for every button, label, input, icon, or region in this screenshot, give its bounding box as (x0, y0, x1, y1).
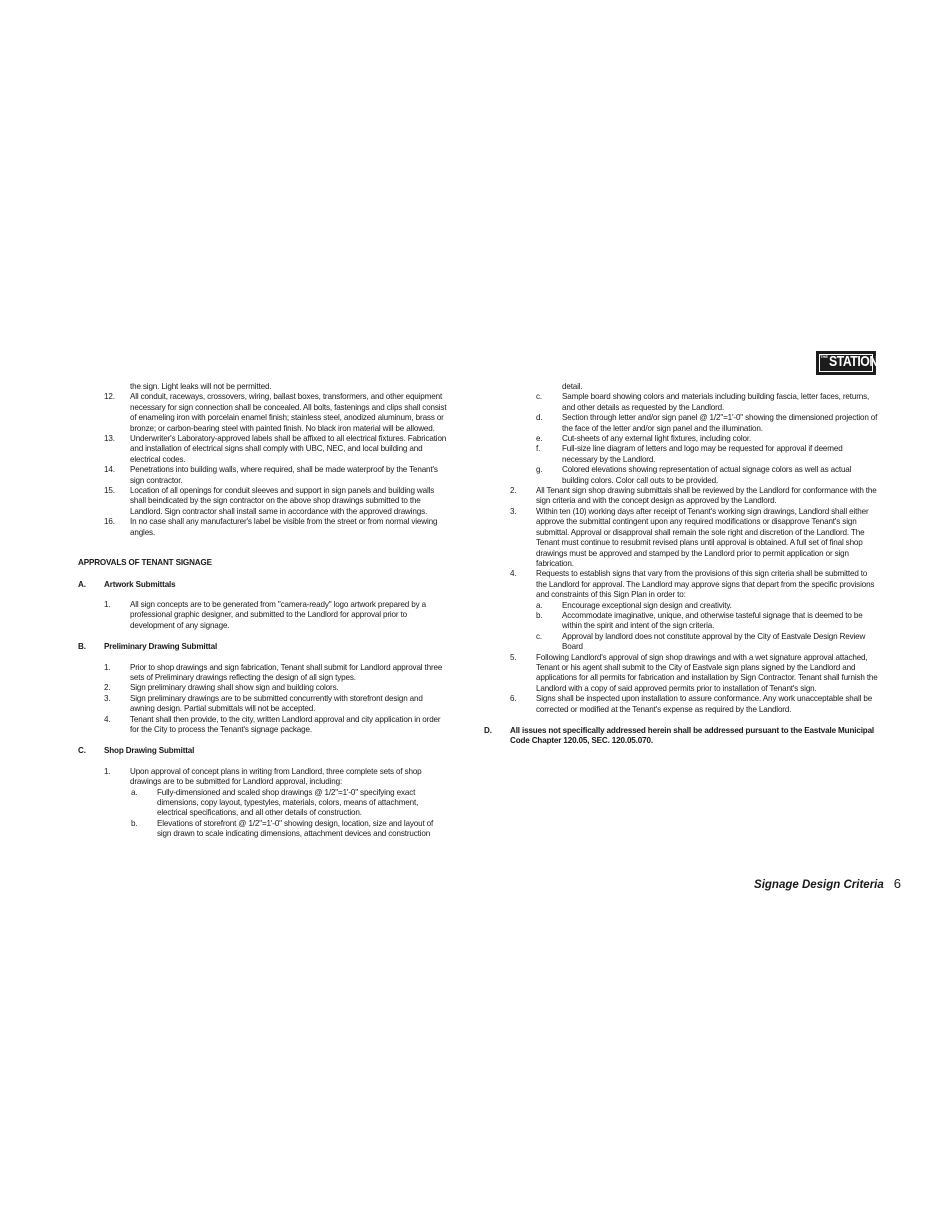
list-item: 1. Upon approval of concept plans in writing from Landlord, three complete sets of shop drawings are to be submitted for Landlord approval, including: (104, 766, 422, 787)
page-number: 6 (893, 876, 901, 891)
footer-title: Signage Design Criteria (754, 879, 884, 891)
sub-list-item: e. Cut-sheets of any external light fixtures, including color. (536, 434, 752, 444)
subsection-d: D. All issues not specifically addressed herein shall be addressed pursuant to the Eastvale Municipal Code Chapter 120.05, SEC. 120.05.070. (484, 726, 875, 746)
sub-list-item: c. Approval by landlord does not constitute approval by the City of Eastvale Design Review Board (536, 631, 866, 652)
sub-list-item: a. Encourage exceptional sign design and creativity. (536, 600, 732, 610)
list-item: 5. Following Landlord's approval of sign shop drawings and with a wet signature approval attached, Tenant or his agent shall submit to the City of Eastvale sign plans signed by the Landlord and applications for all permits for fabrication and installation by Sign Contractor. Tenant shall furnish the Landlord with a copy of said approved permits prior to installation of Tenant's sign. (510, 652, 878, 693)
list-item: 13. Underwriter's Laboratory-approved labels shall be affixed to all electrical fixtures. Fabrication and installation of electrical signs shall comply with UBC, NEC, and local building and electrical codes. (104, 434, 447, 464)
list-item: 2. Sign preliminary drawing shall show sign and building colors. (104, 683, 339, 693)
continued-text: the sign. Light leaks will not be permitted. (130, 382, 272, 391)
list-item: 6. Signs shall be inspected upon installation to assure conformance. Any work unacceptable shall be corrected or modified at the Tenant's expense as required by the Landlord. (510, 694, 873, 714)
list-item: 1. All sign concepts are to be generated from "camera-ready" logo artwork prepared by a professional graphic designer, and submitted to the Landlord for approval prior to development of any signage. (104, 599, 426, 630)
list-item: 12. All conduit, raceways, crossovers, wiring, ballast boxes, transformers, and other equipment necessary for sign connection shall be concealed. All bolts, fastenings and clips shall consist of enameling iron with porcelain enamel finish; stainless steel, anodized aluminum, brass or bronze; or carbon-bearing steel with painted finish. No black iron material will be allowed. (104, 392, 447, 433)
continued-text: detail. (562, 382, 583, 391)
list-item: 2. All Tenant sign shop drawing submittals shall be reviewed by the Landlord for conformance with the sign criteria and with the concept design as approved by the Landlord. (510, 486, 877, 506)
logo-the-text: THE (820, 354, 828, 359)
left-column (78, 382, 448, 840)
list-item: 4. Tenant shall then provide, to the city, written Landlord approval and city application in order for the City to process the Tenant's signage package. (104, 714, 441, 734)
sub-list-item: b. Accommodate imaginative, unique, and otherwise tasteful signage that is deemed to be within the spirit and intent of the sign criteria. (536, 610, 863, 631)
sub-list-item: a. Fully-dimensioned and scaled shop drawings @ 1/2"=1'-0" specifying exact dimensions, copy layout, typestyles, materials, colors, means of attachment, electrical specifications, and all other details of construction. (131, 787, 419, 818)
sub-list-item: f. Full-size line diagram of letters and logo may be requested for approval if deemed necessary by the Landlord. (536, 444, 843, 464)
list-item: 4. Requests to establish signs that vary from the provisions of this sign criteria shall be submitted to the Landlord for approval. The Landlord may approve signs that depart from the specific provisions and constraints of this Sign Plan in order to: (510, 569, 875, 600)
list-item: 1. Prior to shop drawings and sign fabrication, Tenant shall submit for Landlord approval three sets of Preliminary drawings reflecting the design of all sign types. (104, 662, 443, 682)
list-item: 16. In no case shall any manufacturer's label be visible from the street or from normal viewing angles. (104, 517, 438, 537)
station-logo (816, 351, 876, 375)
sub-list-item: c. Sample board showing colors and materials including building fascia, letter faces, returns, and other details as requested by the Landlord. (536, 392, 870, 412)
subsection-heading-b: B. Preliminary Drawing Submittal (78, 642, 218, 652)
list-item: 3. Within ten (10) working days after receipt of Tenant's working sign drawings, Landlord shall either approve the submittal contingent upon any required modifications or disapprove Tenant's sign submittal. Approval or disapproval shall remain the sole right and discretion of the Landlord. The Tenant must continue to resubmit revised plans until approval is obtained. A full set of final shop drawings must be approved and stamped by the Landlord prior to permit application or sign fabrication. (510, 506, 869, 568)
sub-list-item: d. Section through letter and/or sign panel @ 1/2"=1'-0" showing the dimensioned projection of the face of the letter and/or sign panel and the illumination. (536, 413, 878, 433)
list-item: 14. Penetrations into building walls, where required, shall be made waterproof by the Tenant's sign contractor. (104, 465, 438, 485)
sub-list-item: g. Colored elevations showing representation of actual signage colors as well as actual building colors. Color call outs to be provided. (536, 465, 852, 485)
list-item: 3. Sign preliminary drawings are to be submitted concurrently with storefront design and awning design. Partial submittals will not be accepted. (104, 693, 423, 714)
electrical-items-list (78, 392, 448, 538)
logo-station-text: STATION (829, 353, 878, 370)
subsection-heading-a: A. Artwork Submittals (78, 579, 176, 589)
sub-list-item: b. Elevations of storefront @ 1/2"=1'-0" showing design, location, size and layout of sign drawn to scale indicating dimensions, attachment devices and construction (131, 818, 434, 839)
list-item: 15. Location of all openings for conduit sleeves and support in sign panels and building walls shall beindicated by the sign contractor on the above shop drawings submitted to the Landlord. Sign contractor shall install same in accordance with the approved drawings. (104, 486, 435, 516)
subsection-heading-c: C. Shop Drawing Submittal (78, 746, 195, 756)
section-heading: APPROVALS OF TENANT SIGNAGE (78, 558, 212, 568)
page-footer (754, 876, 901, 891)
right-column (484, 382, 879, 747)
